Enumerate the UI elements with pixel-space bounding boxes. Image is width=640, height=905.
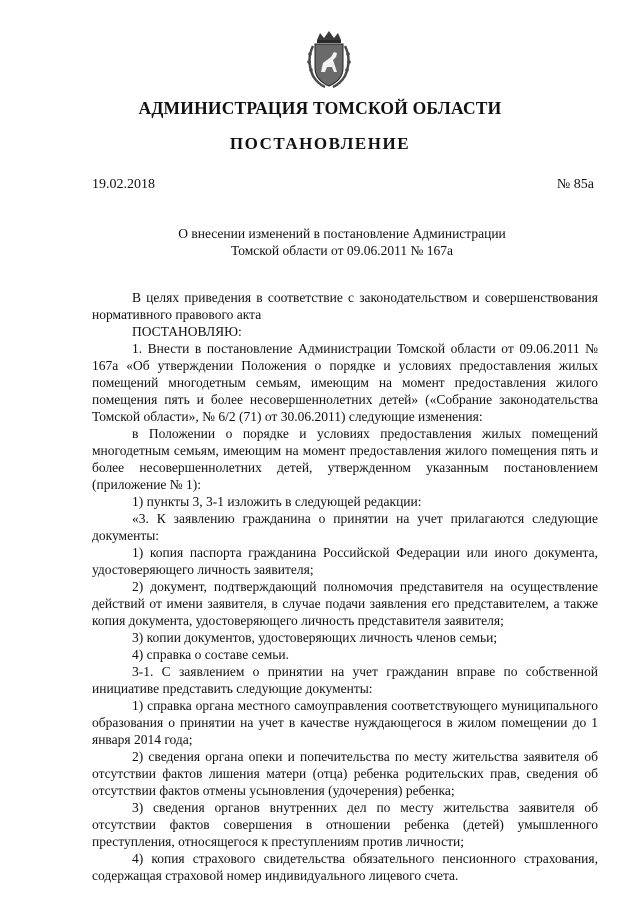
body-paragraph: 1) справка органа местного самоуправления соответствующего муниципального образования о принятии на учет в качестве нуждающегося в жилом помещении до 1 января 2014 года;	[92, 698, 598, 747]
organization-heading: АДМИНИСТРАЦИЯ ТОМСКОЙ ОБЛАСТИ	[138, 98, 502, 118]
body-paragraph: 4) справка о составе семьи.	[132, 647, 290, 662]
body-paragraph: 2) документ, подтверждающий полномочия представителя на осуществление действий от имени заявителя, в случае подачи заявления его представителем, а также копия документа, удостоверяющего личность представителя заявителя;	[92, 579, 598, 628]
coat-of-arms-icon	[303, 30, 355, 90]
document-title	[92, 225, 592, 259]
document-date: 19.02.2018	[92, 177, 155, 192]
body-paragraph: В целях приведения в соответствие с законодательством и совершенствования нормативного правового акта	[92, 290, 598, 322]
body-paragraph: 1) пункты 3, 3-1 изложить в следующей редакции:	[132, 494, 422, 509]
document-type-heading: ПОСТАНОВЛЕНИЕ	[229, 134, 411, 153]
body-paragraph: 4) копия страхового свидетельства обязательного пенсионного страхования, содержащая страховой номер индивидуального лицевого счета.	[92, 851, 598, 883]
body-paragraph: 3) копии документов, удостоверяющих личность членов семьи;	[132, 630, 498, 645]
body-paragraph: 1. Внести в постановление Администрации Томской области от 09.06.2011 № 167а «Об утверждении Положения о порядке и условиях предоставления жилых помещений многодетным семьям, имеющим на момент предоставления жилого помещения пять и более несовершеннолетних детей» («Собрание законодательства Томской области», № 6/2 (71) от 30.06.2011) следующие изменения:	[92, 341, 598, 424]
document-number: № 85а	[556, 177, 594, 192]
document-body	[92, 289, 598, 884]
body-paragraph: 1) копия паспорта гражданина Российской Федерации или иного документа, удостоверяющего личность заявителя;	[92, 545, 598, 577]
document-title-line: О внесении изменений в постановление Администрации	[178, 226, 506, 241]
body-paragraph: «3. К заявлению гражданина о принятии на учет прилагаются следующие документы:	[92, 511, 598, 543]
body-paragraph: 3) сведения органов внутренних дел по месту жительства заявителя об отсутствии фактов совершения в отношении ребенка (детей) умышленного преступления, относящегося к преступлениям против личности;	[92, 800, 598, 849]
body-paragraph: ПОСТАНОВЛЯЮ:	[132, 324, 242, 339]
body-paragraph: 2) сведения органа опеки и попечительства по месту жительства заявителя об отсутствии фактов лишения матери (отца) ребенка родительских прав, сведения об отсутствии фактов отмены усыновления (удочерения) ребенка;	[92, 749, 598, 798]
body-paragraph: 3-1. С заявлением о принятии на учет гражданин вправе по собственной инициативе представить следующие документы:	[92, 664, 598, 696]
body-paragraph: в Положении о порядке и условиях предоставления жилых помещений многодетным семьям, имеющим на момент предоставления жилого помещения пять и более несовершеннолетних детей, утвержденном указанным постановлением (приложение № 1):	[92, 426, 598, 492]
document-title-line: Томской области от 09.06.2011 № 167а	[231, 243, 453, 258]
